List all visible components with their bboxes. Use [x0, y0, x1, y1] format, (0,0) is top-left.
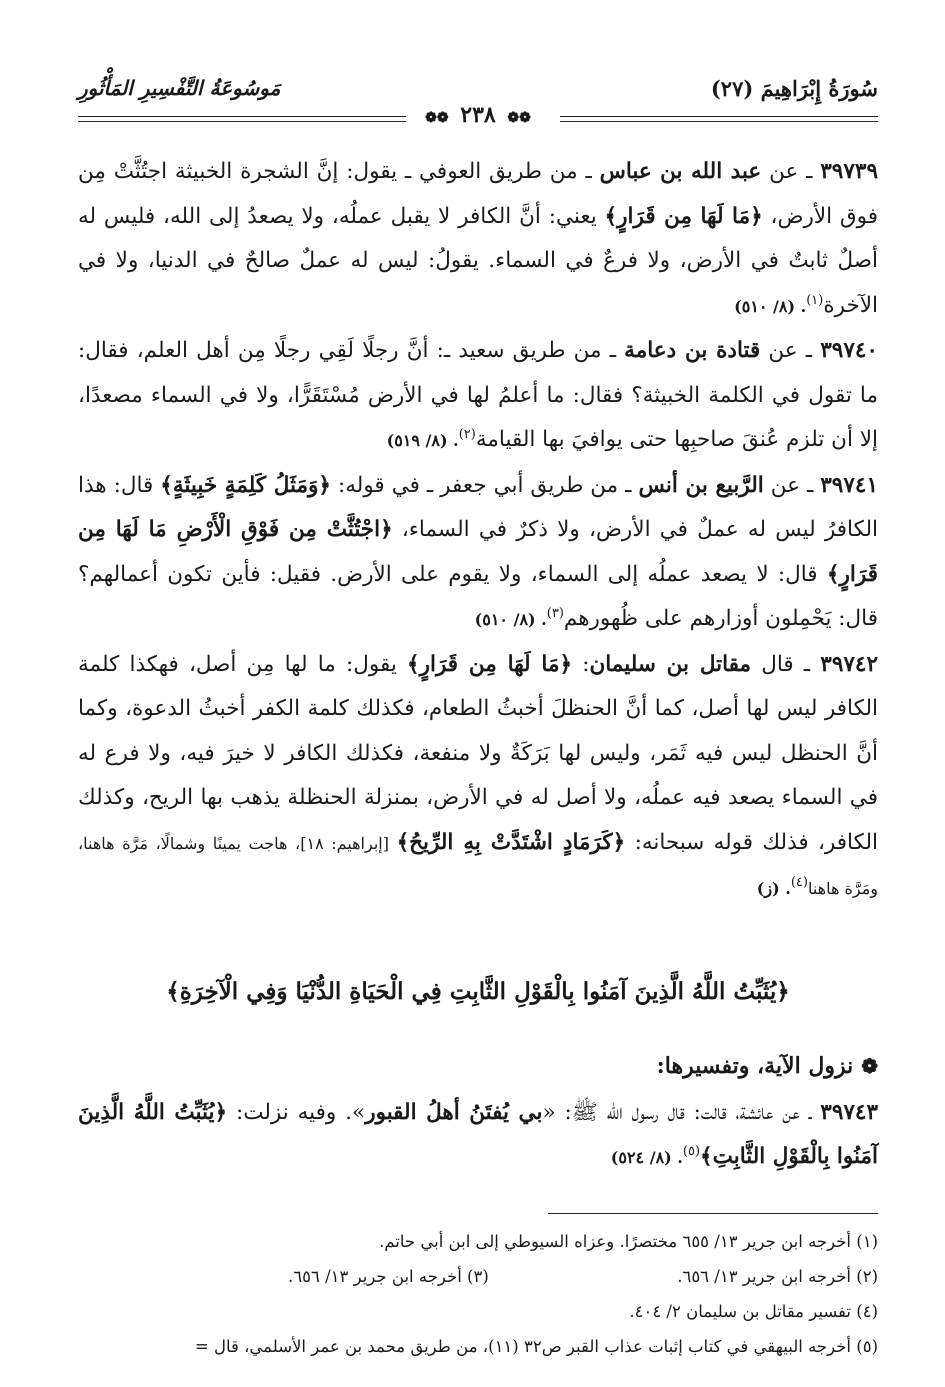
footnote-marker[interactable]: (٢) — [458, 426, 476, 442]
entry-text: ـ من طريق أبي جعفر ـ في قوله: — [331, 472, 639, 498]
narrator-name: مقاتل بن سليمان — [589, 651, 752, 677]
entry-text: ـ عن — [763, 472, 821, 498]
entry-text: ». وفيه نزلت: — [227, 1099, 366, 1125]
quran-quote: ﴿مَا لَهَا مِن قَرَارٍ﴾ — [604, 203, 763, 229]
entry-number: ٣٩٧٤٣ — [820, 1099, 879, 1125]
quran-quote: ﴿مَا لَهَا مِن قَرَارٍ﴾ — [406, 651, 573, 677]
quran-quote: ﴿يُثَبِّتُ اللَّهُ الَّذِينَ آمَنُوا بِالْقَوْلِ الثَّابِتِ﴾ — [78, 1099, 878, 1169]
narrator-name: الرَّبيع بن أنس — [638, 472, 764, 498]
entry-text: [إبراهيم: ١٨]، هاجت يمينًا وشمالًا، مَرَّة هاهنا، ومَرَّة هاهنا — [78, 833, 878, 898]
footnote: (٥) أخرجه البيهقي في كتاب إثبات عذاب القبر ص٣٢ (١١)، من طريق محمد بن عمر الأسلمي، قال = — [194, 1336, 878, 1356]
verse-heading: ﴿يُثَبِّتُ اللَّهُ الَّذِينَ آمَنُوا بِالْقَوْلِ الثَّابِتِ فِي الْحَيَاةِ الدُّنْيَا وَفِي الْآخِرَةِ﴾ — [166, 977, 790, 1005]
entry-text: قال: هذا الكافرُ ليس له عملٌ في الأرض، ولا ذكرٌ في السماء، — [78, 472, 878, 542]
quran-quote: ﴿وَمَثَلُ كَلِمَةٍ خَبِيثَةٍ﴾ — [160, 472, 332, 498]
volume-reference: . (٨/ ٥١٠) — [474, 610, 547, 629]
entry-text: يقول: ما لها مِن أصل، فهكذا كلمة الكافر ليس لها أصل، كما أنَّ الحنظلَ أخبثُ الطعام، فكذلك كلمة الكفر أخبثُ الدعوة، وكما أنَّ الحنظل ليس فيه ثَمَر، وليس لها بَرَكَةٌ ولا منفعة، فكذلك الكافر لا خيرَ فيه، ولا فرع له في السماء يصعد فيه عملُه، ولا أصل له في الأرض، بمنزلة الحنظلة يذهب بها الريح، وكذلك الكافر، فذلك قوله سبحانه: — [78, 651, 879, 855]
flower-icon: ❁ — [861, 1054, 878, 1078]
hadith-entry — [78, 464, 878, 643]
hadith-entry — [78, 1091, 878, 1181]
footnote-marker[interactable]: (١) — [806, 292, 824, 308]
entry-text: : — [572, 651, 590, 677]
footnote: (١) أخرجه ابن جرير ١٣/ ٦٥٥ مختصرًا. وعزاه السيوطي إلى ابن أبي حاتم. — [379, 1231, 878, 1251]
entry-text: يعني: أنَّ الكافر لا يقبل عملُه، ولا يصعدُ إلى الله، فليس له أصلٌ ثابتٌ في الأرض، ولا فرعٌ في السماء. يقولُ: ليس له عملٌ صالحٌ في الدنيا، ولا في الآخرة — [78, 203, 878, 318]
footnote: (٣) أخرجه ابن جرير ١٣/ ٦٥٦. — [288, 1266, 489, 1286]
footnote-marker[interactable]: (٣) — [546, 605, 564, 621]
prophetic-saying: بي يُفتَنُ أهلُ القبور — [365, 1099, 543, 1125]
entry-text: ـ من طريق العوفي ـ يقول: إنَّ الشجرة الخبيثة اجتُثَّتْ مِن فوق الأرض، — [78, 159, 878, 229]
section-title-text: نزول الآية، وتفسيرها: — [656, 1053, 854, 1079]
footnotes — [78, 1224, 878, 1364]
entry-text: ـ عن عائشة، قالت: قال رسول الله ﷺ: « — [542, 1099, 821, 1125]
footnote: (٤) تفسير مقاتل بن سليمان ٢/ ٤٠٤. — [629, 1301, 878, 1321]
ornament-icon: ❁❁ — [507, 110, 531, 126]
entry-text: ـ عن — [761, 159, 821, 184]
footnote-divider — [548, 1213, 878, 1214]
ornament-icon: ❁❁ — [425, 110, 449, 126]
page-header — [78, 68, 878, 128]
footnote-marker[interactable]: (٤) — [790, 874, 808, 890]
section-title — [78, 1044, 878, 1089]
entry-number: ٣٩٧٤٠ — [820, 338, 878, 363]
volume-reference: . (٨/ ٥١٠) — [734, 296, 807, 316]
entry-number: ٣٩٧٤١ — [820, 472, 878, 498]
entry-number: ٣٩٧٣٩ — [820, 159, 878, 184]
entry-text: قال: لا يصعد عملُه إلى السماء، ولا يقوم على الأرض. فقيل: فأين تكون أعمالهم؟ قال: يَحْمِلون أوزارهم على ظُهورهم — [78, 561, 878, 631]
narrator-name: قتادة بن دعامة — [624, 338, 761, 363]
quran-quote: ﴿كَرَمَادٍ اشْتَدَّتْ بِهِ الرِّيحُ﴾ — [396, 829, 626, 855]
footnote-row — [78, 1259, 878, 1294]
hadith-entry — [78, 643, 878, 912]
volume-reference: . (٨/ ٥١٩) — [386, 431, 459, 450]
volume-reference: . (٨/ ٥٢٤) — [610, 1148, 683, 1167]
narrator-name: عبد الله بن عباس — [599, 159, 762, 184]
quran-quote: ﴿اجْتُثَّتْ مِن فَوْقِ الْأَرْضِ مَا لَهَا مِن قَرَارٍ﴾ — [78, 517, 878, 587]
book-page — [78, 68, 878, 1364]
volume-reference: . (ز) — [756, 879, 791, 898]
entry-text: ـ قال — [751, 651, 821, 677]
main-text — [78, 150, 878, 1181]
page-number: ٢٣٨ — [460, 102, 496, 128]
footnote: (٢) أخرجه ابن جرير ١٣/ ٦٥٦. — [677, 1266, 878, 1286]
book-title: مَوسُوعَةُ التَّفْسِيرِ المَأْثُورِ — [78, 76, 281, 100]
entry-number: ٣٩٧٤٢ — [820, 651, 879, 677]
page-number-block — [78, 102, 878, 128]
entry-text: ـ عن — [760, 338, 821, 363]
hadith-entry — [78, 329, 878, 464]
footnote-marker[interactable]: (٥) — [682, 1143, 701, 1159]
hadith-entry — [78, 150, 878, 329]
surah-name: سُورَةُ إِبْرَاهِيمَ (٢٧) — [710, 76, 878, 101]
entry-text: ـ من طريق سعيد ـ: أنَّ رجلًا لَقِي رجلًا مِن أهل العلم، فقال: ما تقول في الكلمة الخبيثة؟ فقال: ما أعلمُ لها في الأرض مُسْتَقَرًّا، ولا في السماء مصعدًا، إلا أن تلزم عُنقَ صاحبِها حتى يوافيَ بها القيامة — [78, 338, 878, 452]
